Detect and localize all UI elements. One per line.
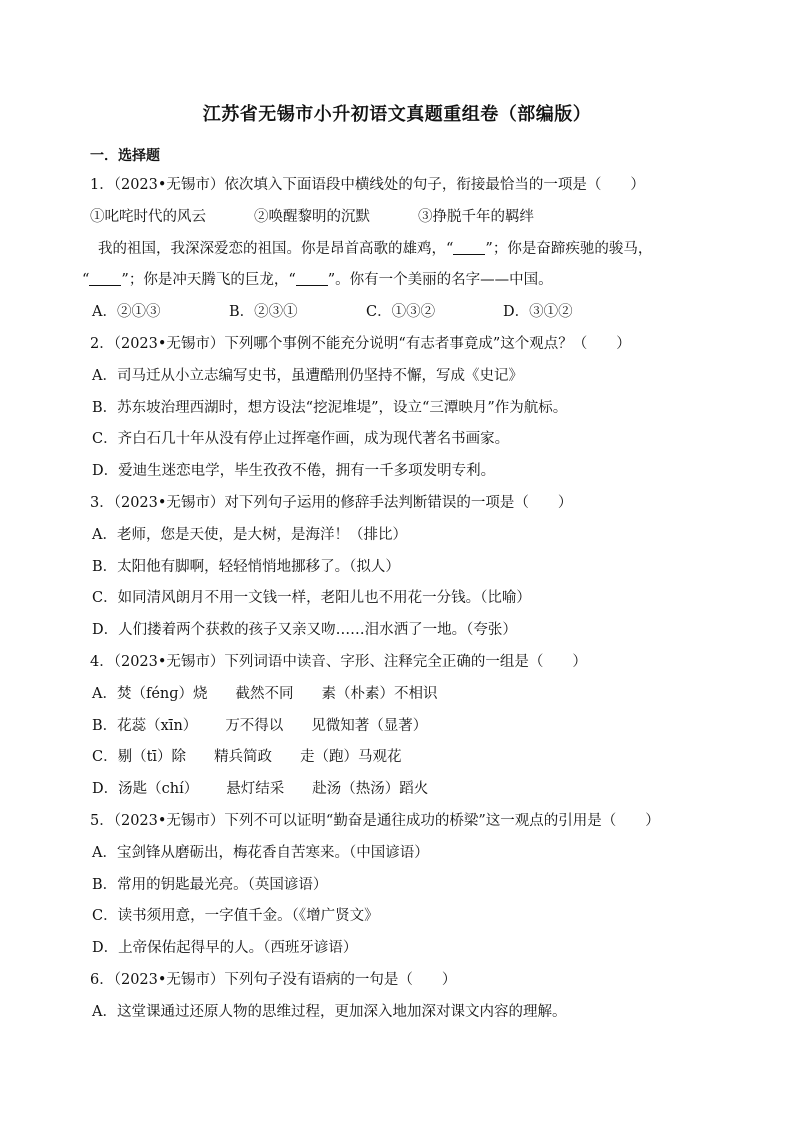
- option[interactable]: [90, 776, 730, 808]
- option[interactable]: B．苏东坡治理西湖时，想方设法“挖泥堆堤”，设立“三潭映月”作为航标。: [92, 399, 568, 416]
- option[interactable]: B．常用的钥匙最光亮。（英国谚语）: [92, 876, 328, 893]
- option-word: 赴汤（热汤）蹈火: [312, 781, 429, 798]
- option-word: C．剔（tī）除: [92, 749, 187, 766]
- option[interactable]: [90, 713, 730, 745]
- option[interactable]: [90, 681, 730, 713]
- option[interactable]: C．齐白石几十年从没有停止过挥毫作画，成为现代著名书画家。: [92, 431, 510, 448]
- passage-text: ”。你有一个美丽的名字——中国。: [327, 272, 553, 289]
- item: ③挣脱千年的羁绊: [418, 208, 534, 225]
- option[interactable]: A．宝剑锋从磨砺出，梅花香自苦寒来。（中国谚语）: [92, 844, 429, 861]
- item: ①叱咤时代的风云: [90, 208, 206, 225]
- option-word: 走（跑）马观花: [300, 749, 402, 766]
- passage-text: ”；你是奋蹄疾驰的骏马，: [485, 240, 653, 257]
- question-stem: 3．（2023•无锡市）对下列句子运用的修辞手法判断错误的一项是（ ）: [90, 494, 573, 511]
- answer-blank: [296, 269, 328, 286]
- option[interactable]: D．爱迪生迷恋电学，毕生孜孜不倦，拥有一千多项发明专利。: [92, 463, 496, 480]
- option-word: 素（朴素）不相识: [321, 685, 438, 702]
- passage-text: ”；你是冲天腾飞的巨龙，“: [121, 272, 296, 289]
- option[interactable]: D．③①②: [503, 304, 573, 321]
- option-word: 万不得以: [225, 717, 284, 734]
- option-word: 悬灯结采: [226, 781, 285, 798]
- passage-text: “: [82, 272, 90, 289]
- option-row: [90, 299, 730, 331]
- option[interactable]: B．太阳他有脚啊，轻轻悄悄地挪移了。（拟人）: [92, 558, 400, 575]
- option-word: D．汤匙（chí）: [92, 781, 199, 798]
- option[interactable]: D．上帝保佑起得早的人。（西班牙谚语）: [92, 940, 358, 957]
- section-heading: 一．选择题: [90, 148, 160, 164]
- option-word: B．花蕊（xīn）: [92, 717, 198, 734]
- answer-blank: [89, 269, 121, 286]
- passage-line: [82, 267, 730, 299]
- question-items: [90, 204, 730, 236]
- option-word: A．焚（fénɡ）烧: [92, 685, 208, 702]
- option[interactable]: C．读书须用意，一字值千金。（《增广贤文》: [92, 908, 379, 925]
- question-list: [82, 172, 730, 1031]
- option-word: 见微知著（显著）: [311, 717, 428, 734]
- option-word: 精兵简政: [214, 749, 273, 766]
- question-stem: 6．（2023•无锡市）下列句子没有语病的一句是（ ）: [90, 971, 457, 988]
- option[interactable]: C．①③②: [366, 304, 436, 321]
- option[interactable]: B．②③①: [229, 304, 298, 321]
- option[interactable]: A．②①③: [92, 304, 161, 321]
- option[interactable]: [90, 744, 730, 776]
- question-stem: 2．（2023•无锡市）下列哪个事例不能充分说明“有志者事竟成”这个观点？（ ）: [90, 335, 631, 352]
- option[interactable]: D．人们搂着两个获救的孩子又亲又吻……泪水洒了一地。（夸张）: [92, 622, 517, 639]
- question-stem: 1．（2023•无锡市）依次填入下面语段中横线处的句子，衔接最恰当的一项是（ ）: [90, 177, 645, 193]
- option[interactable]: A．老师，您是天使，是大树，是海洋！（排比）: [92, 526, 407, 543]
- passage-text: 我的祖国，我深深爱恋的祖国。你是昂首高歌的雄鸡，“: [98, 240, 454, 257]
- page-title: 江苏省无锡市小升初语文真题重组卷（部编版）: [202, 104, 592, 125]
- question-stem: 5．（2023•无锡市）下列不可以证明“勤奋是通往成功的桥梁”这一观点的引用是（ ）: [90, 812, 660, 829]
- item: ②唤醒黎明的沉默: [254, 208, 370, 225]
- question-stem: 4．（2023•无锡市）下列词语中读音、字形、注释完全正确的一组是（ ）: [90, 653, 587, 670]
- option[interactable]: C．如同清风朗月不用一文钱一样，老阳儿也不用花一分钱。（比喻）: [92, 590, 531, 607]
- option[interactable]: A．司马迁从小立志编写史书，虽遭酷刑仍坚持不懈，写成《史记》: [92, 367, 523, 384]
- passage-line: [90, 236, 730, 268]
- option[interactable]: A．这堂课通过还原人物的思维过程，更加深入地加深对课文内容的理解。: [92, 1003, 567, 1020]
- answer-blank: [453, 238, 485, 255]
- option-word: 截然不同: [235, 685, 294, 702]
